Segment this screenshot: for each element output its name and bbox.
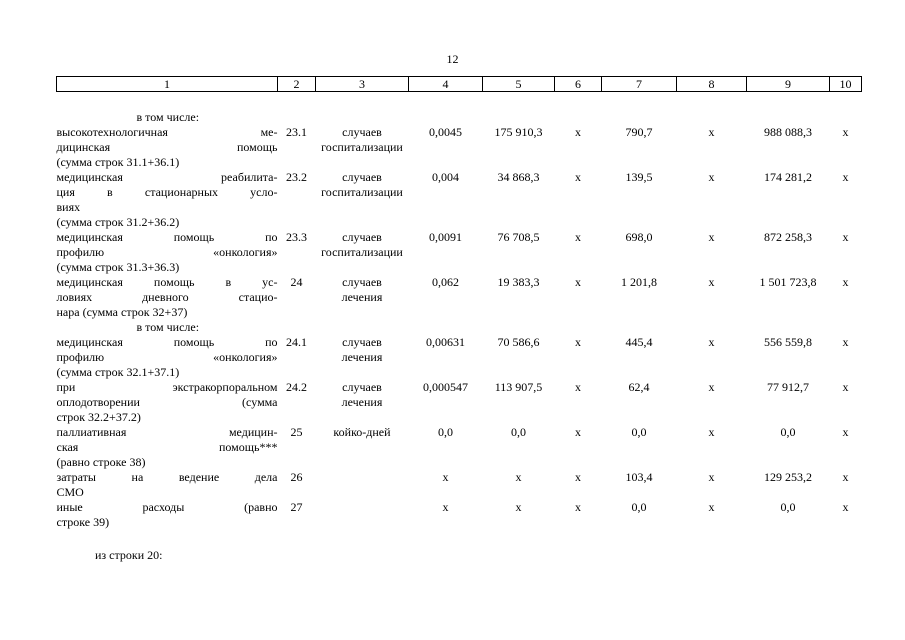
value-cell-c7: 790,7 (625, 125, 653, 139)
row-description (57, 92, 278, 126)
value-cell-c6: х (575, 170, 581, 184)
table-row (57, 500, 862, 530)
value-cell-c10: х (842, 470, 849, 484)
description-line: ская помощь*** (56, 440, 278, 454)
value-cell-c8: х (708, 380, 715, 394)
row-number: 23.1 (286, 125, 307, 139)
table-row (57, 92, 862, 126)
unit-line: случаев (342, 230, 382, 244)
unit-line: госпитализации (321, 185, 403, 199)
value-cell-c9: 1 501 723,8 (759, 275, 817, 289)
unit-cell (316, 425, 409, 470)
description-line: ловиях дневного стацио- (56, 290, 278, 304)
row-number (278, 92, 316, 126)
value-cell-c5: 70 586,6 (497, 335, 540, 349)
unit-line: лечения (341, 395, 383, 409)
value-cell-c9: 988 088,3 (764, 125, 812, 139)
description-line: оплодотворении (сумма (56, 395, 278, 409)
description-line: ция в стационарных усло- (56, 185, 278, 199)
row-description (57, 125, 278, 170)
value-cell-c10: х (842, 125, 849, 139)
description-line: виях (56, 200, 81, 214)
page-number: 12 (446, 52, 459, 66)
row-description (57, 275, 278, 320)
footer-note: из строки 20: (95, 548, 163, 562)
row-number: 24.1 (286, 335, 307, 349)
description-line: (сумма строк 32.1+37.1) (56, 365, 180, 379)
value-cell-c8: х (708, 470, 715, 484)
table-body (57, 92, 862, 531)
header-row (57, 77, 862, 92)
value-cell-c10: х (842, 170, 849, 184)
value-cell-c5 (483, 320, 555, 335)
unit-line: случаев (342, 380, 382, 394)
value-cell-c9 (747, 320, 830, 335)
unit-cell (316, 335, 409, 380)
value-cell-c5: 76 708,5 (497, 230, 540, 244)
value-cell-c6: х (575, 500, 581, 514)
value-cell-c6 (555, 92, 602, 126)
value-cell-c6 (555, 320, 602, 335)
value-cell-c6: х (575, 470, 581, 484)
description-line: (равно строке 38) (56, 455, 146, 469)
value-cell-c9: 0,0 (780, 500, 796, 514)
value-cell-c4: х (442, 500, 449, 514)
description-line: медицинская помощь по (56, 335, 278, 349)
unit-cell (316, 275, 409, 320)
value-cell-c7: 103,4 (625, 470, 653, 484)
value-cell-c9 (747, 92, 830, 126)
description-line: иные расходы (равно (56, 500, 278, 514)
header-cell-5: 5 (483, 77, 555, 92)
value-cell-c5: 0,0 (511, 425, 526, 439)
value-cell-c7: 0,0 (631, 425, 647, 439)
value-cell-c9: 174 281,2 (764, 170, 812, 184)
value-cell-c6: х (575, 230, 581, 244)
table-row (57, 320, 862, 335)
description-line: при экстракорпоральном (56, 380, 278, 394)
value-cell-c5: 34 868,3 (497, 170, 540, 184)
unit-cell (316, 170, 409, 230)
row-number: 25 (290, 425, 303, 439)
row-description (57, 380, 278, 425)
header-cell-10: 10 (830, 77, 862, 92)
value-cell-c4: 0,0045 (429, 125, 462, 139)
value-cell-c8: х (708, 170, 715, 184)
row-description (57, 320, 278, 335)
value-cell-c4: 0,000547 (423, 380, 468, 394)
unit-line: лечения (341, 290, 383, 304)
description-line: профилю «онкология» (56, 350, 278, 364)
description-line: (сумма строк 31.1+36.1) (56, 155, 180, 169)
data-table (56, 76, 862, 530)
row-number: 23.2 (286, 170, 307, 184)
value-cell-c6: х (575, 380, 581, 394)
value-cell-c6: х (575, 335, 581, 349)
value-cell-c8: х (708, 125, 715, 139)
unit-line: госпитализации (321, 140, 403, 154)
row-description (57, 230, 278, 275)
table-row (57, 230, 862, 275)
unit-cell (316, 380, 409, 425)
value-cell-c10: х (842, 230, 849, 244)
value-cell-c4: 0,0 (438, 425, 453, 439)
unit-cell (316, 470, 409, 500)
unit-line: случаев (342, 335, 382, 349)
unit-line: случаев (342, 170, 382, 184)
value-cell-c8 (677, 320, 747, 335)
value-cell-c10 (830, 320, 862, 335)
description-line: (сумма строк 31.2+36.2) (56, 215, 180, 229)
description-line: в том числе: (136, 110, 200, 124)
table-row (57, 425, 862, 470)
value-cell-c5 (483, 92, 555, 126)
description-line: (сумма строк 31.3+36.3) (56, 260, 180, 274)
value-cell-c5: х (515, 470, 522, 484)
header-cell-8: 8 (677, 77, 747, 92)
value-cell-c8: х (708, 335, 715, 349)
value-cell-c6: х (575, 425, 581, 439)
value-cell-c8: х (708, 230, 715, 244)
value-cell-c10: х (842, 380, 849, 394)
description-line: нара (сумма строк 32+37) (56, 305, 188, 319)
description-line: затраты на ведение дела (56, 470, 278, 484)
description-line: медицинская помощь в ус- (56, 275, 278, 289)
value-cell-c4 (409, 320, 483, 335)
row-description (57, 500, 278, 530)
value-cell-c5: 175 910,3 (494, 125, 543, 139)
description-line: высокотехнологичная ме- (56, 125, 278, 139)
header-cell-4: 4 (409, 77, 483, 92)
description-line: паллиативная медицин- (56, 425, 278, 439)
value-cell-c7 (602, 92, 677, 126)
table-row (57, 335, 862, 380)
value-cell-c10: х (842, 500, 849, 514)
row-number: 24.2 (286, 380, 307, 394)
table-row (57, 275, 862, 320)
row-description (57, 170, 278, 230)
value-cell-c7: 139,5 (625, 170, 653, 184)
unit-cell (316, 92, 409, 126)
value-cell-c4: х (442, 470, 449, 484)
header-cell-6: 6 (555, 77, 602, 92)
table-row (57, 470, 862, 500)
value-cell-c7: 62,4 (628, 380, 650, 394)
unit-line: лечения (341, 350, 383, 364)
header-cell-2: 2 (278, 77, 316, 92)
value-cell-c10 (830, 92, 862, 126)
unit-line: койко-дней (333, 425, 391, 439)
table-row (57, 125, 862, 170)
description-line: дицинская помощь (56, 140, 278, 154)
table-row (57, 380, 862, 425)
value-cell-c9: 77 912,7 (767, 380, 809, 394)
value-cell-c8: х (708, 425, 715, 439)
value-cell-c7: 698,0 (625, 230, 653, 244)
header-cell-7: 7 (602, 77, 677, 92)
value-cell-c9: 872 258,3 (764, 230, 812, 244)
table-row (57, 170, 862, 230)
value-cell-c7: 1 201,8 (621, 275, 657, 289)
value-cell-c5: 113 907,5 (494, 380, 543, 394)
value-cell-c7 (602, 320, 677, 335)
value-cell-c7: 445,4 (625, 335, 653, 349)
value-cell-c10: х (842, 275, 849, 289)
header-cell-9: 9 (747, 77, 830, 92)
unit-cell (316, 230, 409, 275)
row-number: 23.3 (286, 230, 307, 244)
value-cell-c4 (409, 92, 483, 126)
value-cell-c6: х (575, 275, 581, 289)
value-cell-c6: х (575, 125, 581, 139)
value-cell-c8: х (708, 500, 715, 514)
row-description (57, 335, 278, 380)
header-cell-1: 1 (57, 77, 278, 92)
unit-cell (316, 125, 409, 170)
value-cell-c9: 129 253,2 (764, 470, 812, 484)
row-number: 27 (290, 500, 303, 514)
header-cell-3: 3 (316, 77, 409, 92)
row-number (278, 320, 316, 335)
unit-line: случаев (342, 275, 382, 289)
description-line: медицинская помощь по (56, 230, 278, 244)
value-cell-c9: 0,0 (780, 425, 796, 439)
value-cell-c5: 19 383,3 (497, 275, 540, 289)
value-cell-c9: 556 559,8 (764, 335, 812, 349)
value-cell-c8: х (708, 275, 715, 289)
value-cell-c5: х (515, 500, 522, 514)
value-cell-c10: х (842, 425, 849, 439)
description-line: СМО (56, 485, 84, 499)
description-line: в том числе: (136, 320, 200, 334)
value-cell-c7: 0,0 (631, 500, 647, 514)
unit-line: госпитализации (321, 245, 403, 259)
value-cell-c4: 0,00631 (426, 335, 465, 349)
value-cell-c4: 0,0091 (429, 230, 462, 244)
row-description (57, 470, 278, 500)
value-cell-c10: х (842, 335, 849, 349)
unit-cell (316, 500, 409, 530)
description-line: строк 32.2+37.2) (56, 410, 141, 424)
row-number: 24 (290, 275, 303, 289)
value-cell-c4: 0,062 (432, 275, 459, 289)
row-number: 26 (290, 470, 303, 484)
unit-cell (316, 320, 409, 335)
value-cell-c8 (677, 92, 747, 126)
value-cell-c4: 0,004 (432, 170, 459, 184)
description-line: строке 39) (56, 515, 110, 529)
unit-line: случаев (342, 125, 382, 139)
description-line: профилю «онкология» (56, 245, 278, 259)
description-line: медицинская реабилита- (56, 170, 278, 184)
row-description (57, 425, 278, 470)
